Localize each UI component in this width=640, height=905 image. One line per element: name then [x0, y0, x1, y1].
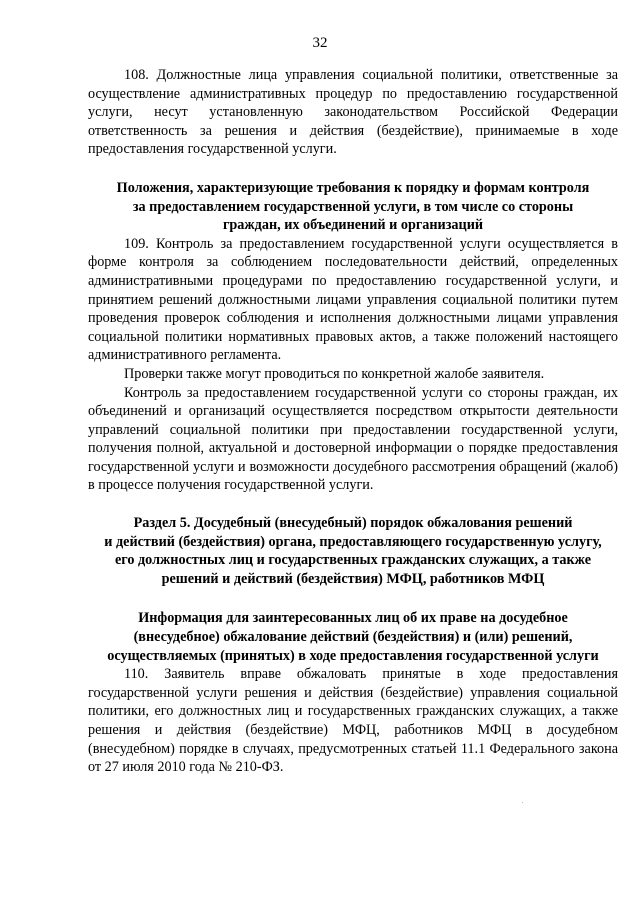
heading-line: осуществляемых (принятых) в ходе предоставления государственной услуги: [107, 647, 599, 664]
paragraph-109-checks: Проверки также могут проводиться по конкретной жалобе заявителя.: [124, 365, 545, 382]
heading-line: решений и действий (бездействия) МФЦ, работников МФЦ: [161, 570, 545, 587]
heading-line: за предоставлением государственной услуги, в том числе со стороны: [132, 198, 574, 215]
paragraph-109-citizen-control: Контроль за предоставлением государственной услуги со стороны граждан, их объединений и организаций осуществляется посредством открытости деятельности управлений социальной политики при предоставлении государственной услуги, получения полной, актуальной и достоверной информации о порядке предоставления государственной услуги и возможности досудебного рассмотрения обращений (жалоб) в процессе получения государственной услуги.: [88, 384, 618, 494]
heading-line: (внесудебное) обжалование действий (бездействия) и (или) решений,: [133, 629, 573, 646]
page-number: 32: [312, 35, 328, 51]
heading-appeal-information: [88, 609, 618, 665]
heading-line: Положения, характеризующие требования к порядку и формам контроля: [116, 179, 590, 196]
paragraph-109: 109. Контроль за предоставлением государственной услуги осуществляется в форме контроля за соблюдением последовательности действий, определенных административными процедурами по предоставлению государственной услуги, и принятием решений должностными лицами управления социальной политики путем проведения проверок соблюдения и исполнения должностными лицами управления социальной политики нормативных правовых актов, а также положений настоящего административного регламента.: [88, 235, 618, 364]
heading-control-requirements: [88, 179, 618, 235]
heading-line: граждан, их объединений и организаций: [222, 217, 484, 234]
scan-speck: [522, 802, 523, 803]
heading-section-5: [88, 514, 618, 588]
document-body: [88, 66, 618, 777]
heading-line: его должностных лиц и государственных гражданских служащих, а также: [114, 552, 592, 569]
heading-line: Информация для заинтересованных лиц об их праве на досудебное: [138, 610, 568, 627]
paragraph-110: 110. Заявитель вправе обжаловать принятые в ходе предоставления государственной услуги решения и действия (бездействие) управления социальной политики, его должностных лиц и государственных гражданских служащих, а также решения и действия (бездействие) МФЦ, работников МФЦ в досудебном (внесудебном) порядке в случаях, предусмотренных статьей 11.1 Федерального закона от 27 июля 2010 года № 210-ФЗ.: [88, 666, 618, 776]
heading-line: и действий (бездействия) органа, предоставляющего государственную услугу,: [104, 533, 602, 550]
heading-line: Раздел 5. Досудебный (внесудебный) порядок обжалования решений: [133, 515, 573, 532]
paragraph-108: 108. Должностные лица управления социальной политики, ответственные за осуществление административных процедур по предоставлению государственной услуги, несут установленную законодательством Российской Федерации ответственность за решения и действия (бездействие), принимаемые в ходе предоставления государственной услуги.: [88, 67, 618, 158]
